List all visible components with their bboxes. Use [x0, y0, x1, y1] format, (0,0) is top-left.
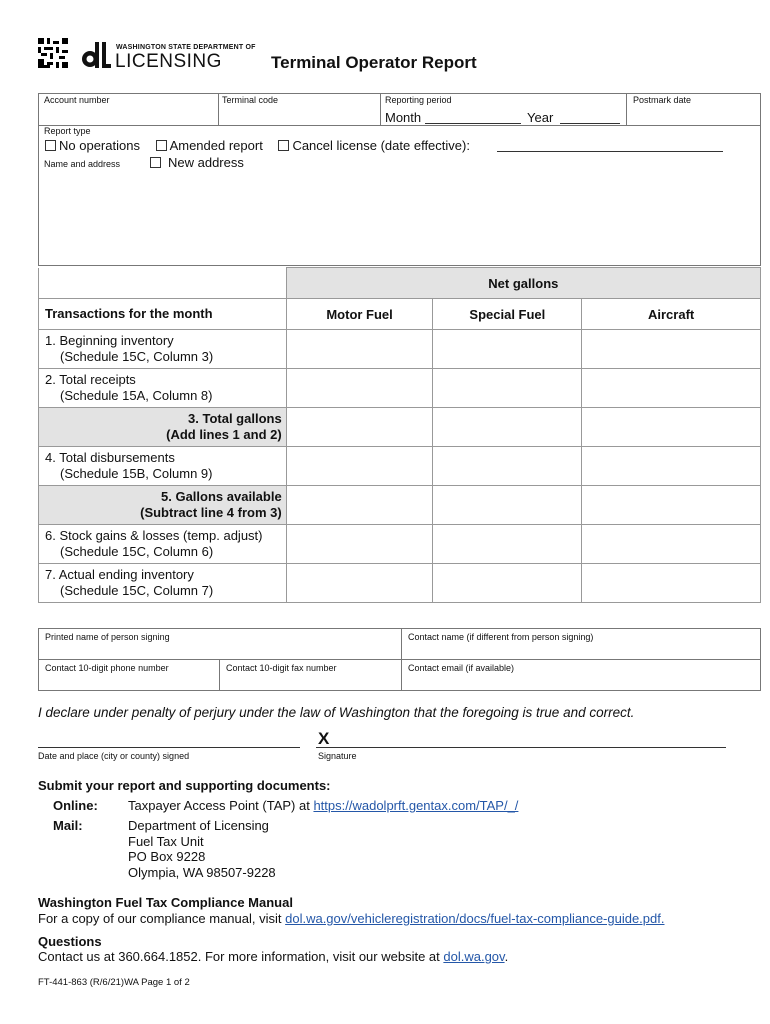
date-place-label: Date and place (city or county) signed	[38, 751, 190, 761]
qr-code	[38, 38, 68, 68]
aircraft-header: Aircraft	[582, 299, 761, 330]
fax-label: Contact 10-digit fax number	[226, 663, 337, 673]
cancel-license-label: Cancel license (date effective):	[292, 138, 470, 153]
amended-report-label: Amended report	[169, 138, 263, 153]
aircraft-input-cell[interactable]	[582, 369, 761, 408]
table-row	[39, 447, 761, 486]
account-number-label: Account number	[44, 95, 110, 105]
phone-field[interactable]	[40, 675, 217, 689]
table-row	[39, 330, 761, 369]
report-type-options	[45, 138, 470, 153]
special-fuel-input-cell[interactable]	[433, 447, 582, 486]
postmark-date-label: Postmark date	[633, 95, 692, 105]
special-fuel-input-cell[interactable]	[433, 408, 582, 447]
form-footer: FT-441-863 (R/6/21)WA Page 1 of 2	[38, 977, 190, 988]
manual-description: For a copy of our compliance manual, visit	[38, 911, 286, 926]
questions-heading: Questions	[38, 934, 102, 949]
special-fuel-input-cell[interactable]	[433, 486, 582, 525]
mail-line: Department of Licensing	[128, 818, 269, 833]
contact-name-label: Contact name (if different from person signing)	[408, 632, 594, 642]
cancel-date-field[interactable]	[497, 140, 723, 152]
motor-fuel-header: Motor Fuel	[286, 299, 433, 330]
declaration-text: I declare under penalty of perjury under the law of Washington that the foregoing is true and correct.	[38, 705, 635, 720]
mail-line: PO Box 9228	[128, 849, 206, 864]
net-gallons-header: Net gallons	[286, 268, 760, 299]
reporting-period-label: Reporting period	[385, 95, 452, 105]
row-label-line2: (Subtract line 4 from 3)	[140, 505, 282, 520]
report-type-label: Report type	[44, 126, 91, 136]
manual-heading: Washington Fuel Tax Compliance Manual	[38, 895, 293, 910]
aircraft-input-cell[interactable]	[582, 564, 761, 603]
row-label-line2: (Add lines 1 and 2)	[166, 427, 282, 442]
row-label-line1: 4. Total disbursements	[45, 450, 175, 465]
terminal-code-field[interactable]	[220, 106, 378, 124]
aircraft-input-cell[interactable]	[582, 486, 761, 525]
motor-fuel-input-cell[interactable]	[286, 486, 433, 525]
row-label	[39, 486, 287, 525]
online-description: Taxpayer Access Point (TAP) at	[128, 798, 314, 813]
cancel-license-checkbox[interactable]	[278, 140, 289, 151]
row-label	[39, 525, 287, 564]
row-label-line2: (Schedule 15B, Column 9)	[60, 466, 213, 481]
signature-label: Signature	[318, 751, 357, 761]
motor-fuel-input-cell[interactable]	[286, 564, 433, 603]
manual-link[interactable]: dol.wa.gov/vehicleregistration/docs/fuel-tax-compliance-guide.pdf.	[285, 911, 665, 926]
row-label-line2: (Schedule 15A, Column 8)	[60, 388, 213, 403]
motor-fuel-input-cell[interactable]	[286, 330, 433, 369]
aircraft-input-cell[interactable]	[582, 525, 761, 564]
year-field[interactable]	[560, 112, 620, 124]
agency-name-small: WASHINGTON STATE DEPARTMENT OF	[116, 44, 256, 51]
motor-fuel-input-cell[interactable]	[286, 447, 433, 486]
name-address-label: Name and address	[44, 159, 121, 169]
row-label	[39, 447, 287, 486]
account-number-field[interactable]	[40, 106, 216, 124]
aircraft-input-cell[interactable]	[582, 330, 761, 369]
row-label-line2: (Schedule 15C, Column 7)	[60, 583, 214, 598]
row-label	[39, 330, 287, 369]
tap-link[interactable]: https://wadolprft.gentax.com/TAP/_/	[313, 798, 519, 813]
phone-label: Contact 10-digit phone number	[45, 663, 169, 673]
online-label: Online:	[53, 798, 98, 813]
email-label: Contact email (if available)	[408, 663, 515, 673]
online-text	[128, 798, 518, 813]
no-operations-label: No operations	[59, 138, 140, 153]
table-row	[39, 486, 761, 525]
table-row	[39, 369, 761, 408]
aircraft-input-cell[interactable]	[582, 408, 761, 447]
row-label-line2: (Schedule 15C, Column 6)	[60, 544, 214, 559]
table-row	[39, 564, 761, 603]
amended-report-checkbox[interactable]	[156, 140, 167, 151]
row-label-line1: 3. Total gallons	[188, 411, 282, 426]
special-fuel-header: Special Fuel	[433, 299, 582, 330]
manual-text	[38, 911, 664, 926]
row-label	[39, 564, 287, 603]
agency-name-big: LICENSING	[115, 51, 222, 72]
transactions-table	[38, 267, 761, 603]
row-label-line1: 7. Actual ending inventory	[45, 567, 194, 582]
mail-address	[128, 818, 276, 880]
terminal-code-label: Terminal code	[222, 95, 279, 105]
row-label-line1: 6. Stock gains & losses (temp. adjust)	[45, 528, 263, 543]
new-address-label: New address	[168, 155, 244, 170]
contact-name-field[interactable]	[403, 644, 759, 658]
month-label: Month	[385, 110, 422, 125]
special-fuel-input-cell[interactable]	[433, 564, 582, 603]
questions-text	[38, 949, 508, 964]
new-address-checkbox[interactable]	[150, 157, 161, 168]
row-label-line1: 1. Beginning inventory	[45, 333, 174, 348]
email-field[interactable]	[403, 675, 759, 689]
printed-name-field[interactable]	[40, 644, 399, 658]
motor-fuel-input-cell[interactable]	[286, 369, 433, 408]
questions-description: Contact us at 360.664.1852. For more information, visit our website at	[38, 949, 444, 964]
signature-x-mark: X	[318, 729, 330, 748]
row-label-line2: (Schedule 15C, Column 3)	[60, 349, 214, 364]
motor-fuel-input-cell[interactable]	[286, 525, 433, 564]
transactions-header: Transactions for the month	[39, 299, 287, 330]
page-title: Terminal Operator Report	[271, 53, 477, 72]
row-label-line1: 2. Total receipts	[45, 372, 136, 387]
questions-period: .	[504, 949, 509, 964]
row-label-line1: 5. Gallons available	[161, 489, 282, 504]
fax-field[interactable]	[221, 675, 399, 689]
date-place-field[interactable]	[38, 730, 300, 748]
special-fuel-input-cell[interactable]	[433, 369, 582, 408]
month-field[interactable]	[425, 112, 521, 124]
special-fuel-input-cell[interactable]	[433, 525, 582, 564]
mail-line: Olympia, WA 98507-9228	[128, 864, 276, 880]
printed-name-label: Printed name of person signing	[45, 632, 170, 642]
name-address-field[interactable]	[40, 172, 759, 264]
table-corner	[39, 268, 287, 299]
row-label	[39, 369, 287, 408]
row-label	[39, 408, 287, 447]
motor-fuel-input-cell[interactable]	[286, 408, 433, 447]
signature-field[interactable]	[316, 730, 726, 748]
submit-heading: Submit your report and supporting documents:	[38, 778, 331, 793]
mail-label: Mail:	[53, 818, 83, 833]
aircraft-input-cell[interactable]	[582, 447, 761, 486]
no-operations-checkbox[interactable]	[45, 140, 56, 151]
year-label: Year	[527, 110, 554, 125]
dol-logo-icon	[80, 40, 112, 70]
dol-website-link[interactable]: dol.wa.gov	[443, 949, 505, 964]
table-row	[39, 408, 761, 447]
special-fuel-input-cell[interactable]	[433, 330, 582, 369]
table-row	[39, 525, 761, 564]
mail-line: Fuel Tax Unit	[128, 833, 204, 849]
